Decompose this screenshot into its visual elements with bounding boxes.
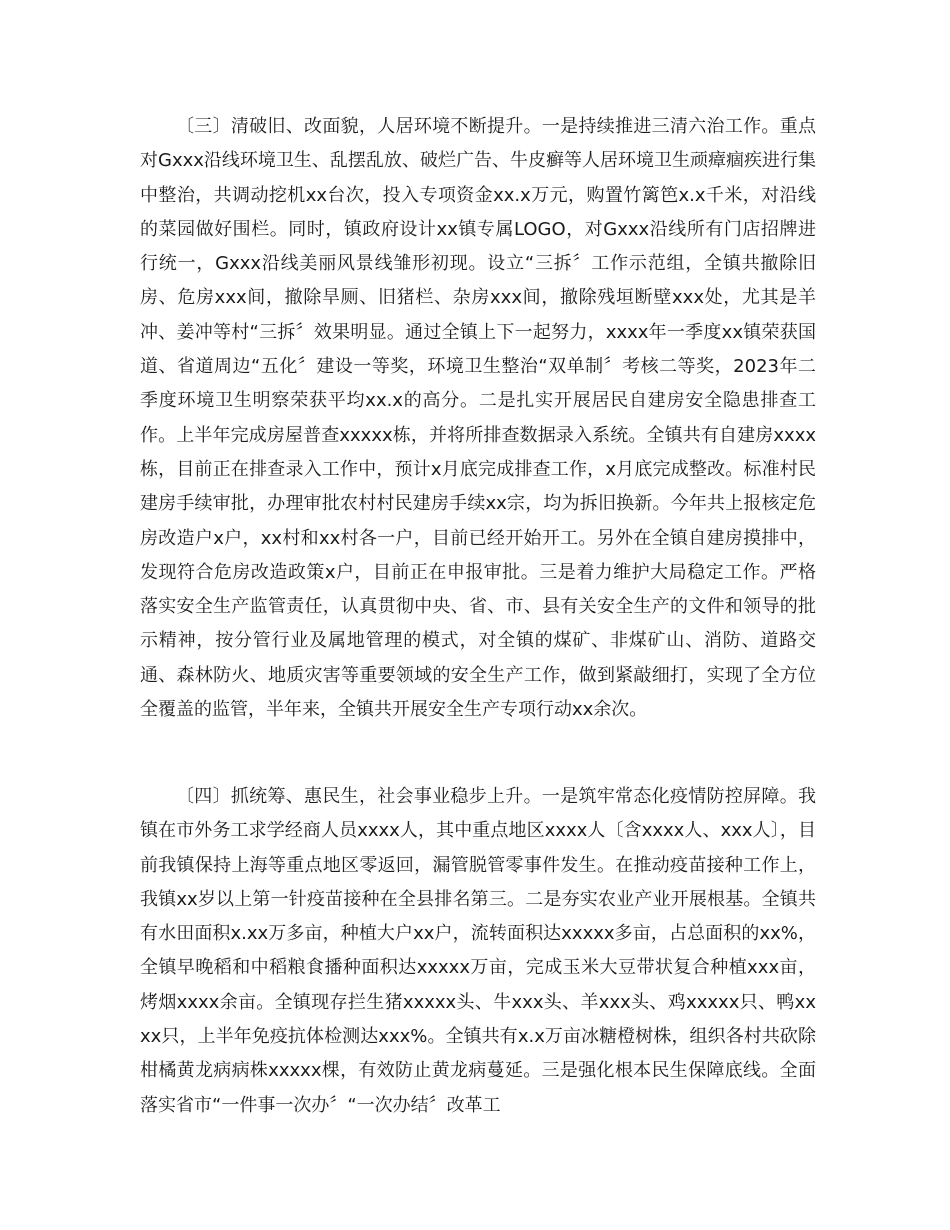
paragraph-social-affairs: 〔四〕抓统筹、惠民生，社会事业稳步上升。一是筑牢常态化疫情防控屏障。我镇在市外务工求学经商人员xxxx人，其中重点地区xxxx人〔含xxxx人、xxx人〕，目前我镇保持上海等重点地区零返回，漏管脱管零事件发生。在推动疫苗接种工作上，我镇xx岁以上第一针疫苗接种在全县排名第三。二是夯实农业产业开展根基。全镇共有水田面积x.xx万多亩，种植大户xx户，流转面积达xxxxx多亩，占总面积的xx%，全镇早晚稻和中稻粮食播种面积达xxxxx万亩，完成玉米大豆带状复合种植xxx亩，烤烟xxxx余亩。全镇现存拦生猪xxxxx头、牛xxx头、羊xxx头、鸡xxxxx只、鸭xxxx只，上半年免疫抗体检测达xxx%。全镇共有x.x万亩冰糖橙树株，组织各村共砍除柑橘黄龙病病株xxxxx棵，有效防止黄龙病蔓延。三是强化根本民生保障底线。全面落实省市“一件事一次办〞“一次办结〞改革工 xyxy=(140,786,816,1116)
document-text-section-3 xyxy=(140,110,816,727)
document-text-section-4 xyxy=(140,780,816,1123)
paragraph-environment: 〔三〕清破旧、改面貌，人居环境不断提升。一是持续推进三清六治工作。重点对Gxxx沿线环境卫生、乱摆乱放、破烂广告、牛皮癣等人居环境卫生顽瘴痼疾进行集中整治，共调动挖机xx台次，投入专项资金xx.x万元，购置竹篱笆x.x千米，对沿线的菜园做好围栏。同时，镇政府设计xx镇专属LOGO，对Gxxx沿线所有门店招牌进行统一，Gxxx沿线美丽风景线雏形初现。设立“三拆〞工作示范组，全镇共撤除旧房、危房xxx间，撤除旱厕、旧猪栏、杂房xxx间，撤除残垣断壁xxx处，尤其是羊冲、姜冲等村“三拆〞效果明显。通过全镇上下一起努力，xxxx年一季度xx镇荣获国道、省道周边“五化〞建设一等奖，环境卫生整治“双单制〞考核二等奖，2023年二季度环境卫生明察荣获平均xx.x的高分。二是扎实开展居民自建房安全隐患排查工作。上半年完成房屋普查xxxxx栋，并将所排查数据录入系统。全镇共有自建房xxxx栋，目前正在排查录入工作中，预计x月底完成排查工作，x月底完成整改。标准村民建房手续审批，办理审批农村村民建房手续xx宗，均为拆旧换新。今年共上报核定危房改造户x户，xx村和xx村各一户，目前已经开始开工。另外在全镇自建房摸排中，发现符合危房改造政策x户，目前正在申报审批。三是着力维护大局稳定工作。严格落实安全生产监管责任，认真贯彻中央、省、市、县有关安全生产的文件和领导的批示精神，按分管行业及属地管理的模式，对全镇的煤矿、非煤矿山、消防、道路交通、森林防火、地质灾害等重要领域的安全生产工作，做到紧敲细打，实现了全方位全覆盖的监管，半年来，全镇共开展安全生产专项行动xx余次。 xyxy=(140,116,816,721)
